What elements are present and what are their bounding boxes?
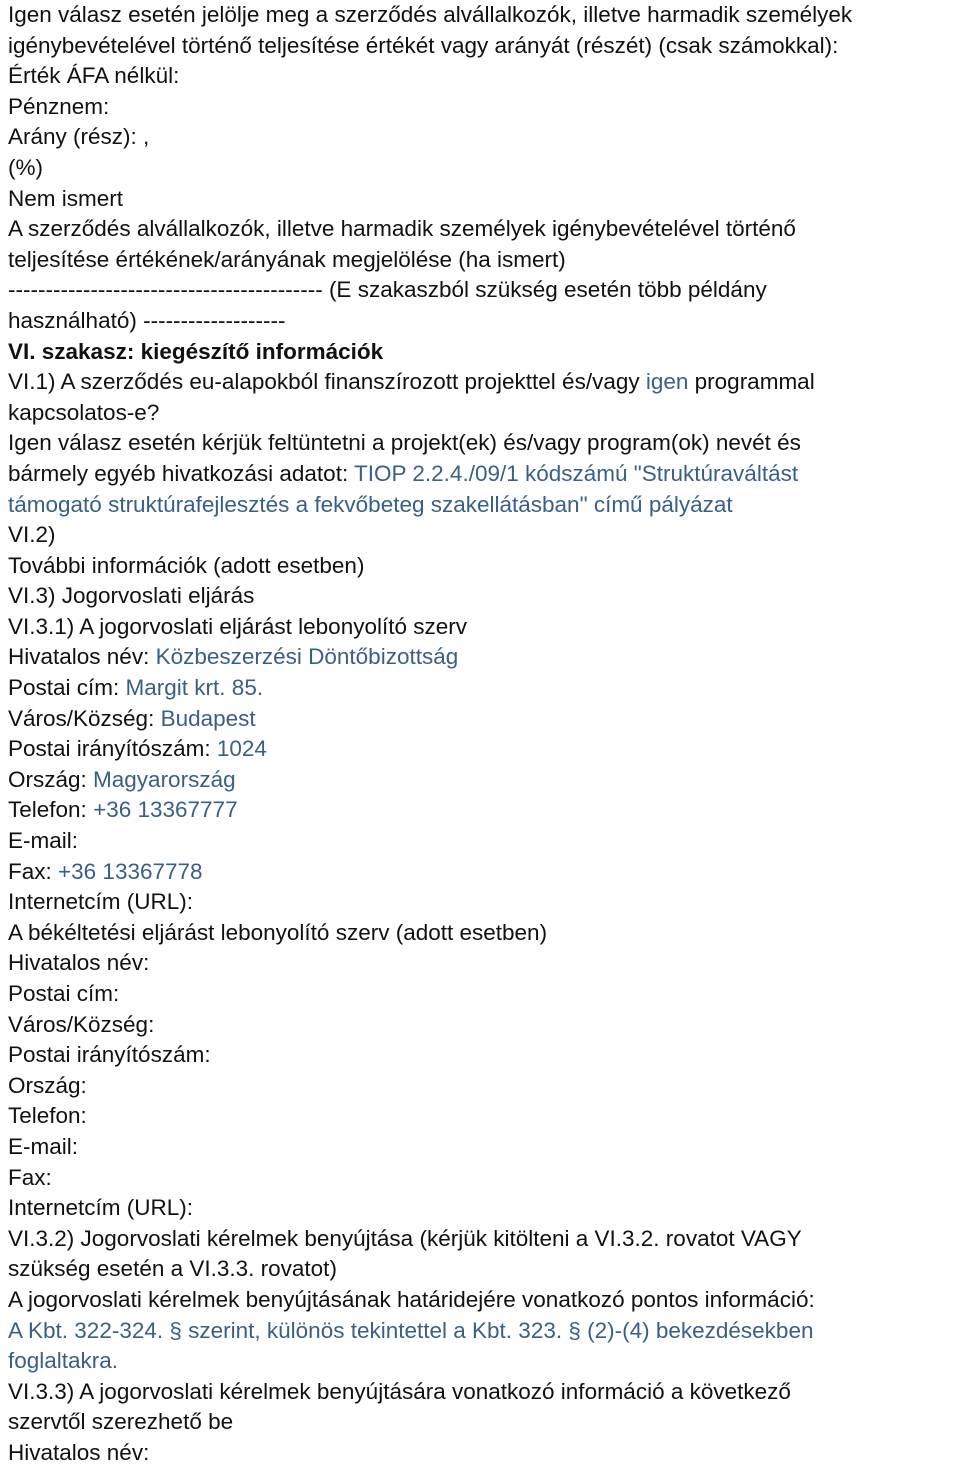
subsection-heading: szervtől szerezhető be	[8, 1409, 234, 1435]
separator-line: használható) -------------------	[8, 307, 286, 333]
field-label: Telefon:	[8, 797, 94, 823]
field-value: A Kbt. 322-324. § szerint, különös tekintettel a Kbt. 323. § (2)-(4) bekezdésekben	[8, 1317, 814, 1343]
field-value: 1024	[216, 736, 267, 762]
field-value: TIOP 2.2.4./09/1 kódszámú "Struktúraváltást	[354, 460, 799, 486]
fax-row	[8, 857, 952, 888]
question-eu-funds	[8, 367, 952, 398]
email-row: E-mail:	[8, 828, 79, 854]
field-label: Postai cím:	[8, 981, 120, 1006]
zip-row	[8, 734, 952, 765]
field-label: Nem ismert	[8, 185, 124, 211]
field-value: +36 13367777	[93, 797, 238, 823]
city-row	[8, 704, 952, 735]
separator-line: ------------------------------------------ (E szakaszból szükség esetén több példány	[8, 277, 767, 303]
field-label: (%)	[8, 154, 43, 180]
field-label: Arány (rész): ,	[8, 124, 150, 150]
field-value: Magyarország	[93, 766, 236, 792]
field-label: Internetcím (URL):	[8, 1195, 194, 1221]
text-line: A szerződés alvállalkozók, illetve harmadik személyek igénybevételével történő	[8, 216, 796, 242]
subsection-heading: VI.2)	[8, 522, 56, 548]
url-row: Internetcím (URL):	[8, 889, 194, 915]
subsection-heading: VI.3.3) A jogorvoslati kérelmek benyújtására vonatkozó információ a következő	[8, 1378, 791, 1404]
field-label: bármely egyéb hivatkozási adatot:	[8, 460, 355, 486]
field-label: Hivatalos név:	[8, 644, 156, 670]
phone-row	[8, 795, 952, 826]
field-value: Közbeszerzési Döntőbizottság	[155, 644, 459, 670]
field-value: Margit krt. 85.	[125, 675, 264, 701]
field-value: támogató struktúrafejlesztés a fekvőbeteg szakellátásban" című pályázat	[8, 491, 733, 517]
appeal-info-block	[8, 1377, 952, 1469]
field-label: Hivatalos név:	[8, 950, 150, 976]
field-label: Fax:	[8, 858, 59, 884]
field-label: Postai irányítószám:	[8, 736, 217, 762]
field-label: Ország:	[8, 766, 94, 792]
section-heading: VI. szakasz: kiegészítő információk	[8, 338, 384, 364]
question-text: VI.1) A szerződés eu-alapokból finanszírozott projekttel és/vagy	[8, 369, 646, 395]
field-label: A jogorvoslati kérelmek benyújtásának határidejére vonatkozó pontos információ:	[8, 1286, 815, 1312]
text-line: teljesítése értékének/arányának megjelölése (ha ismert)	[8, 246, 566, 272]
official-name-row	[8, 642, 952, 673]
field-label: Fax:	[8, 1164, 52, 1190]
text-line: igénybevételével történő teljesítése értékét vagy arányát (részét) (csak számokkal):	[8, 32, 839, 58]
answer-value: igen	[645, 369, 689, 395]
field-label: E-mail:	[8, 1133, 79, 1159]
field-value: Budapest	[160, 705, 256, 731]
field-label: Ország:	[8, 1072, 87, 1098]
field-label: Város/Község:	[8, 705, 161, 731]
question-text: programmal	[688, 369, 815, 395]
field-label: Város/Község:	[8, 1011, 155, 1037]
project-reference	[8, 459, 952, 490]
block-heading: A békéltetési eljárást lebonyolító szerv (adott esetben)	[8, 919, 548, 945]
mediation-body-block	[8, 918, 952, 1224]
country-row	[8, 765, 952, 796]
subsection-heading: szükség esetén a VI.3.3. rovatot)	[8, 1256, 337, 1282]
subsection-heading: VI.3.1) A jogorvoslati eljárást lebonyolító szerv	[8, 613, 467, 639]
question-text: kapcsolatos-e?	[8, 399, 160, 425]
field-label: További információk (adott esetben)	[8, 552, 365, 578]
appeal-submission-block	[8, 1224, 952, 1377]
review-body-block	[8, 642, 952, 917]
field-label: Hivatalos név:	[8, 1439, 150, 1465]
text-line: Igen válasz esetén jelölje meg a szerződés alvállalkozók, illetve harmadik személyek	[8, 2, 853, 27]
subsection-heading: VI.3) Jogorvoslati eljárás	[8, 583, 255, 609]
subcontracting-block	[8, 0, 952, 337]
subsection-heading: VI.3.2) Jogorvoslati kérelmek benyújtása (kérjük kitölteni a VI.3.2. rovatot VAGY	[8, 1225, 802, 1251]
field-value: +36 13367778	[58, 858, 203, 884]
field-value: foglaltakra.	[8, 1348, 119, 1374]
field-label: Pénznem:	[8, 93, 110, 119]
text-line: Igen válasz esetén kérjük feltüntetni a projekt(ek) és/vagy program(ok) nevét és	[8, 430, 801, 456]
field-label: Postai cím:	[8, 675, 126, 701]
address-row	[8, 673, 952, 704]
field-label: Telefon:	[8, 1103, 87, 1129]
field-label: Postai irányítószám:	[8, 1042, 211, 1068]
section-vi	[8, 337, 952, 643]
field-label: Érték ÁFA nélkül:	[8, 63, 180, 89]
